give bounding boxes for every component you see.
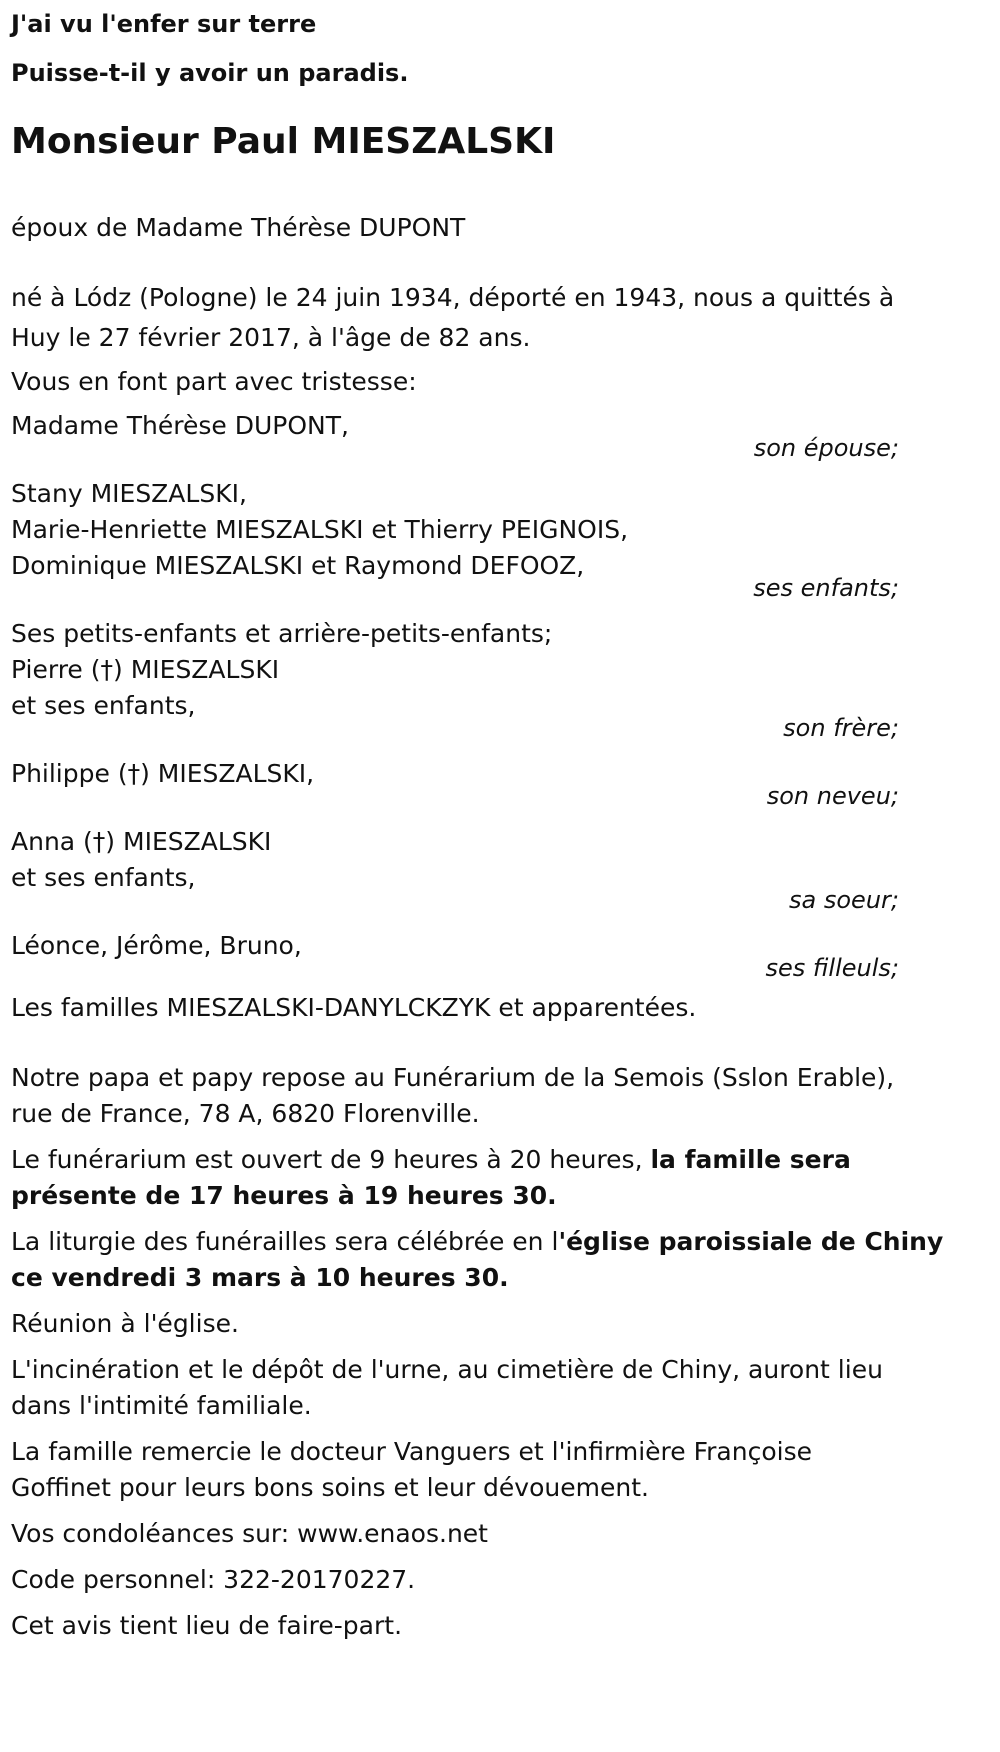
liturgy-line-1 bbox=[11, 1222, 944, 1262]
family-group bbox=[11, 614, 899, 744]
family-name-line: Pierre (†) MIESZALSKI bbox=[11, 655, 280, 684]
family-name-line: Ses petits-enfants et arrière-petits-enfants; bbox=[11, 619, 553, 648]
funerarium-line-1: Notre papa et papy repose au Funérarium de la Semois (Sslon Erable), bbox=[11, 1063, 895, 1092]
liturgy-line-2: ce vendredi 3 mars à 10 heures 30. bbox=[11, 1263, 509, 1292]
birth-text-line-1: né à Lódz (Pologne) le 24 juin 1934, déporté en 1943, nous a quittés à bbox=[11, 283, 895, 312]
families-line: Les familles MIESZALSKI-DANYLCKZYK et apparentées. bbox=[11, 993, 697, 1022]
meeting-line: Réunion à l'église. bbox=[11, 1309, 239, 1338]
family-name-line: Marie-Henriette MIESZALSKI et Thierry PEIGNOIS, bbox=[11, 515, 629, 544]
family-relation: ses filleuls; bbox=[765, 954, 899, 982]
cremation-line-1: L'incinération et le dépôt de l'urne, au cimetière de Chiny, auront lieu bbox=[11, 1355, 883, 1384]
family-relation: son épouse; bbox=[753, 434, 899, 462]
liturgy-text: La liturgie des funérailles sera célébrée en l bbox=[11, 1227, 559, 1256]
family-group bbox=[11, 754, 899, 812]
opening-hours-line-1 bbox=[11, 1140, 899, 1180]
family-group bbox=[11, 474, 899, 604]
family-name-line: Anna (†) MIESZALSKI bbox=[11, 827, 272, 856]
family-name-line: Philippe (†) MIESZALSKI, bbox=[11, 759, 315, 788]
family-name-line: Madame Thérèse DUPONT, bbox=[11, 411, 349, 440]
family-name-line: Stany MIESZALSKI, bbox=[11, 479, 247, 508]
birth-text-line-2: Huy le 27 février 2017, à l'âge de 82 ans. bbox=[11, 323, 531, 352]
funerarium-line-2: rue de France, 78 A, 6820 Florenville. bbox=[11, 1099, 480, 1128]
opening-hours-text: Le funérarium est ouvert de 9 heures à 20 heures, bbox=[11, 1145, 651, 1174]
cremation-line-2: dans l'intimité familiale. bbox=[11, 1391, 312, 1420]
opening-hours-line-2: présente de 17 heures à 19 heures 30. bbox=[11, 1181, 557, 1210]
personal-code-line: Code personnel: 322-20170227. bbox=[11, 1565, 416, 1594]
family-name-line: et ses enfants, bbox=[11, 691, 196, 720]
family-name-line: Dominique MIESZALSKI et Raymond DEFOOZ, bbox=[11, 551, 585, 580]
closing-line: Cet avis tient lieu de faire-part. bbox=[11, 1611, 403, 1640]
opening-hours-bold: la famille sera bbox=[650, 1145, 851, 1174]
thanks-line-1: La famille remercie le docteur Vanguers et l'infirmière Françoise bbox=[11, 1437, 812, 1466]
epigraph-line-1: J'ai vu l'enfer sur terre bbox=[11, 10, 317, 38]
epigraph-line-2: Puisse-t-il y avoir un paradis. bbox=[11, 59, 409, 87]
family-name-line: Léonce, Jérôme, Bruno, bbox=[11, 931, 302, 960]
family-group bbox=[11, 926, 899, 984]
family-group bbox=[11, 406, 899, 464]
liturgy-bold: 'église paroissiale de Chiny bbox=[558, 1227, 944, 1256]
spouse-line: époux de Madame Thérèse DUPONT bbox=[11, 213, 466, 242]
condolences-line: Vos condoléances sur: www.enaos.net bbox=[11, 1519, 488, 1548]
family-relation: son frère; bbox=[783, 714, 899, 742]
thanks-line-2: Goffinet pour leurs bons soins et leur dévouement. bbox=[11, 1473, 649, 1502]
family-relation: son neveu; bbox=[766, 782, 899, 810]
family-relation: sa soeur; bbox=[789, 886, 899, 914]
family-group bbox=[11, 822, 899, 916]
family-name-line: et ses enfants, bbox=[11, 863, 196, 892]
family-relation: ses enfants; bbox=[753, 574, 899, 602]
announcement-intro: Vous en font part avec tristesse: bbox=[11, 367, 417, 396]
deceased-name: Monsieur Paul MIESZALSKI bbox=[11, 121, 556, 162]
